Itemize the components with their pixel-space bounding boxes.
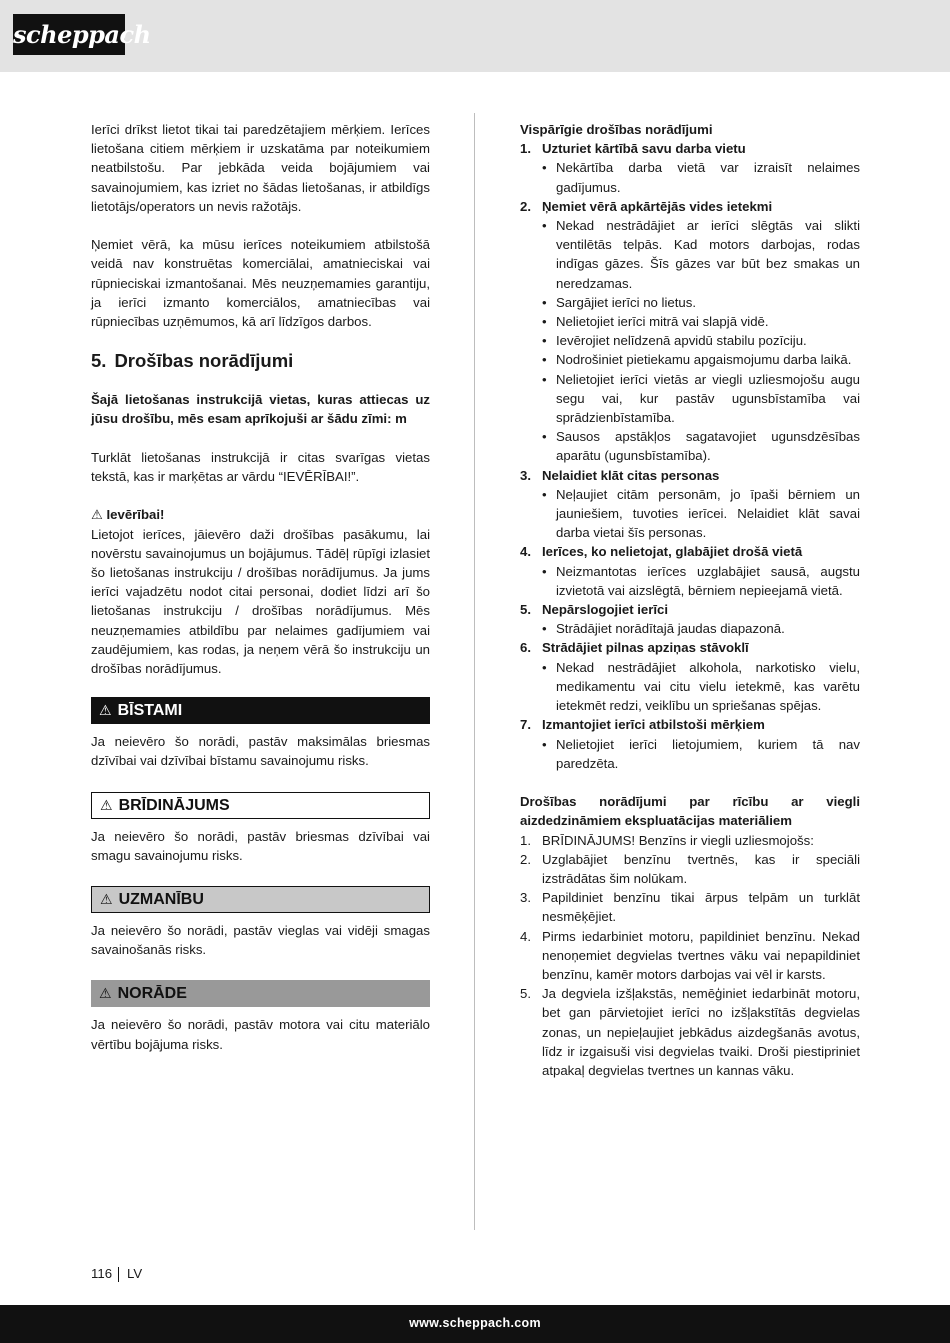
warning-box: [91, 792, 430, 819]
safety-rule-heading: [520, 542, 860, 561]
bullet-text: Sausos apstākļos sagatavojiet ugunsdzēsības aparātu (ugunsbīstamība).: [556, 429, 860, 464]
list-item: [520, 831, 860, 850]
note-text: Ja neievēro šo norādi, pastāv motora vai citu materiālo vērtību bojājuma risks.: [91, 1017, 430, 1052]
bullet-text: Neļaujiet citām personām, jo īpaši bērniem un jauniešiem, tuvoties ierīcei. Nelaidiet klāt savai darba vietai šīs personas.: [556, 486, 860, 541]
bullet-icon: •: [542, 218, 547, 234]
language-code: LV: [127, 1266, 143, 1281]
section-title: Drošības norādījumi: [114, 350, 294, 372]
bullet-icon: •: [542, 429, 547, 445]
rule-title: Izmantojiet ierīci atbilstoši mērķiem: [542, 717, 765, 733]
bullet-icon: •: [542, 736, 547, 752]
rule-title: Ņemiet vērā apkārtējās vides ietekmi: [542, 198, 773, 214]
commercial-use-paragraph: Ņemiet vērā, ka mūsu ierīces noteikumiem atbilstošā veidā nav konstruētas komerciālai, amatnieciskai vai rūpnieciskai izmantošanai. Mēs neuzņemamies garantiju, ja ierīci izmanto komerciālos, amatniecības vai rūpniecības uzņēmumos, kā arī līdzīgos darbos.: [91, 237, 430, 330]
page-number: 116: [91, 1266, 113, 1281]
safety-rule-heading: [520, 139, 860, 158]
bullet-text: Nekad nestrādājiet alkohola, narkotisko vielu, medikamentu vai citu vielu ietekmē, kas varētu ietekmēt redzi, veiklību un spriešanas spējas.: [556, 659, 860, 714]
rule-number: 5.: [520, 602, 531, 618]
section-heading: [91, 349, 430, 373]
list-item: [520, 485, 860, 543]
header-bar: [0, 0, 950, 72]
bullet-icon: •: [542, 621, 547, 637]
right-column: [520, 120, 860, 1080]
item-number: 3.: [520, 890, 531, 906]
bullet-icon: •: [542, 563, 547, 579]
footer-bar: [0, 1305, 950, 1343]
attention-note-paragraph: Turklāt lietošanas instrukcijā ir citas svarīgas vietas tekstā, kas ir marķētas ar vārdu “IEVĒRĪBAI!”.: [91, 449, 430, 485]
attention-text: Lietojot ierīces, jāievēro daži drošības pasākumu, lai novērstu savainojumus un bojājumus. Tādēļ rūpīgi izlasiet šo lietošanas instrukciju / drošības norādījumus. Ja jums ierīci vajadzētu nodot citai personai, dodiet līdzi arī šo lietošanas instrukciju / drošības norādījumus. Mēs neuzņemamies atbildību par nelaimes gadījumiem vai zaudējumiem, kas rodas, ja neņem vērā šo instrukciju un drošības norādījumus.: [91, 526, 430, 677]
item-number: 2.: [520, 851, 531, 867]
item-text: Uzglabājiet benzīnu tvertnēs, kas ir speciāli izstrādātas šim nolūkam.: [542, 851, 860, 886]
list-item: [520, 312, 860, 331]
list-item: [520, 562, 860, 600]
bullet-text: Strādājiet norādītajā jaudas diapazonā.: [556, 621, 785, 637]
warning-triangle-icon: ⚠: [91, 507, 103, 523]
list-item: [520, 619, 860, 638]
intended-use-paragraph: Ierīci drīkst lietot tikai tai paredzētajiem mērķiem. Ierīces lietošana citiem mērķiem ir uzskatāma par noteikumiem neatbilstošu. Par jebkāda veida bojājumiem vai savainojumiem, kas izriet no šādas lietošanas, ir atbildīgs lietotājs/operators un nevis ražotājs.: [91, 122, 430, 214]
list-item: [520, 158, 860, 196]
rule-number: 6.: [520, 640, 531, 656]
footer-separator: [118, 1267, 119, 1282]
bullet-icon: •: [542, 352, 547, 368]
warning-triangle-icon: ⚠: [100, 796, 113, 813]
list-item: [520, 293, 860, 312]
bullet-icon: •: [542, 160, 547, 176]
page-footer: [91, 1265, 142, 1283]
bullet-text: Sargājiet ierīci no lietus.: [556, 294, 697, 310]
fuel-safety-title: Drošības norādījumi par rīcību ar viegli aizdedzināmiem ekspluatācijas materiāliem: [520, 794, 860, 829]
caution-box: [91, 886, 430, 913]
list-item: [520, 370, 860, 428]
bullet-text: Neizmantotas ierīces uzglabājiet sausā, augstu izvietotā vai aizslēgtā, bērniem nepieejamā vietā.: [556, 563, 860, 598]
caution-text: Ja neievēro šo norādi, pastāv vieglas vai vidēji smagas savainošanās risks.: [91, 923, 430, 958]
bullet-text: Nodrošiniet pietiekamu apgaismojumu darba laikā.: [556, 352, 852, 368]
caution-label: UZMANĪBU: [118, 890, 204, 908]
bullet-text: Nelietojiet ierīci mitrā vai slapjā vidē.: [556, 314, 769, 330]
item-text: Papildiniet benzīnu tikai ārpus telpām un turklāt nesmēķējiet.: [542, 890, 860, 925]
safety-intro: Šajā lietošanas instrukcijā vietas, kuras attiecas uz jūsu drošību, mēs esam aprīkojuši ar šādu zīmi: m: [91, 392, 430, 427]
list-item: [520, 427, 860, 465]
bullet-icon: •: [542, 294, 547, 310]
bullet-icon: •: [542, 333, 547, 349]
website-link[interactable]: www.scheppach.com: [409, 1316, 541, 1330]
list-item: [520, 216, 860, 293]
general-safety-list: [520, 139, 860, 773]
rule-number: 1.: [520, 141, 531, 157]
warning-triangle-icon: ⚠: [99, 702, 112, 719]
item-number: 1.: [520, 832, 531, 848]
section-number: 5.: [91, 350, 107, 372]
bullet-icon: •: [542, 659, 547, 675]
danger-box: [91, 697, 430, 724]
danger-text: Ja neievēro šo norādi, pastāv maksimālas briesmas dzīvībai vai dzīvībai bīstamu savainojumu risks.: [91, 734, 430, 769]
rule-number: 7.: [520, 717, 531, 733]
attention-title: Ievērībai!: [106, 507, 165, 523]
fuel-safety-list: [520, 831, 860, 1081]
list-item: [520, 350, 860, 369]
bullet-icon: •: [542, 314, 547, 330]
note-box: [91, 980, 430, 1007]
column-divider: [474, 113, 475, 1230]
list-item: [520, 927, 860, 985]
item-text: BRĪDINĀJUMS! Benzīns ir viegli uzliesmojošs:: [542, 832, 814, 848]
danger-label: BĪSTAMI: [117, 702, 183, 720]
safety-rule-heading: [520, 466, 860, 485]
bullet-text: Nekārtība darba vietā var izraisīt nelaimes gadījumus.: [556, 160, 860, 195]
rule-title: Uzturiet kārtībā savu darba vietu: [542, 141, 746, 157]
list-item: [520, 984, 860, 1080]
item-number: 5.: [520, 986, 531, 1002]
brand-logo: scheppach: [13, 14, 125, 55]
bullet-icon: •: [542, 371, 547, 387]
safety-rule-heading: [520, 197, 860, 216]
bullet-text: Nelietojiet ierīci vietās ar viegli uzliesmojošu augu segu vai, kur pastāv ugunsbīstamība vai sprādzienbīstamība.: [556, 371, 860, 426]
rule-title: Nepārslogojiet ierīci: [542, 602, 669, 618]
bullet-text: Nelietojiet ierīci lietojumiem, kuriem tā nav paredzēta.: [556, 736, 860, 771]
item-text: Pirms iedarbiniet motoru, papildiniet benzīnu. Nekad nenoņemiet degvielas tvertnes vāku vai nepapildiniet benzīnu, kamēr motors darbojas vai vēl ir karsts.: [542, 928, 860, 982]
list-item: [520, 735, 860, 773]
rule-title: Strādājiet pilnas apziņas stāvoklī: [542, 640, 749, 656]
list-item: [520, 888, 860, 926]
list-item: [520, 331, 860, 350]
left-column: [91, 120, 430, 1054]
warning-triangle-icon: ⚠: [99, 985, 112, 1002]
warning-triangle-icon: ⚠: [100, 890, 113, 907]
safety-rule-heading: [520, 638, 860, 657]
list-item: [520, 658, 860, 716]
warning-text: Ja neievēro šo norādi, pastāv briesmas dzīvībai vai smagu savainojumu risks.: [91, 828, 430, 863]
bullet-text: Ievērojiet nelīdzenā apvidū stabilu pozīciju.: [556, 333, 807, 349]
rule-title: Ierīces, ko nelietojat, glabājiet drošā vietā: [542, 544, 803, 560]
safety-rule-heading: [520, 600, 860, 619]
list-item: [520, 850, 860, 888]
bullet-text: Nekad nestrādājiet ar ierīci slēgtās vai slikti ventilētās telpās. Kad motors darbojas, rodas indīgas gāzes. Šīs gāzes var būt bez smakas un neredzamas.: [556, 218, 860, 291]
rule-number: 3.: [520, 467, 531, 483]
item-number: 4.: [520, 928, 531, 944]
safety-rule-heading: [520, 715, 860, 734]
item-text: Ja degviela izšļakstās, nemēģiniet iedarbināt motoru, bet gan pārvietojiet ierīci no izšļakstītās degvielas zonas, un nepieļaujiet jebkādus aizdegšanās avotus, līdz ir izgaisuši visi degvielas tvaiki. Droši piestipriniet atpakaļ degvielas tvertnes un kannas vāku.: [542, 986, 860, 1078]
warning-label: BRĪDINĀJUMS: [118, 796, 230, 814]
attention-heading: [91, 505, 430, 524]
bullet-icon: •: [542, 486, 547, 502]
rule-number: 4.: [520, 544, 531, 560]
note-label: NORĀDE: [117, 985, 187, 1003]
rule-title: Nelaidiet klāt citas personas: [542, 467, 720, 483]
rule-number: 2.: [520, 198, 531, 214]
general-safety-title: Vispārīgie drošības norādījumi: [520, 122, 713, 137]
